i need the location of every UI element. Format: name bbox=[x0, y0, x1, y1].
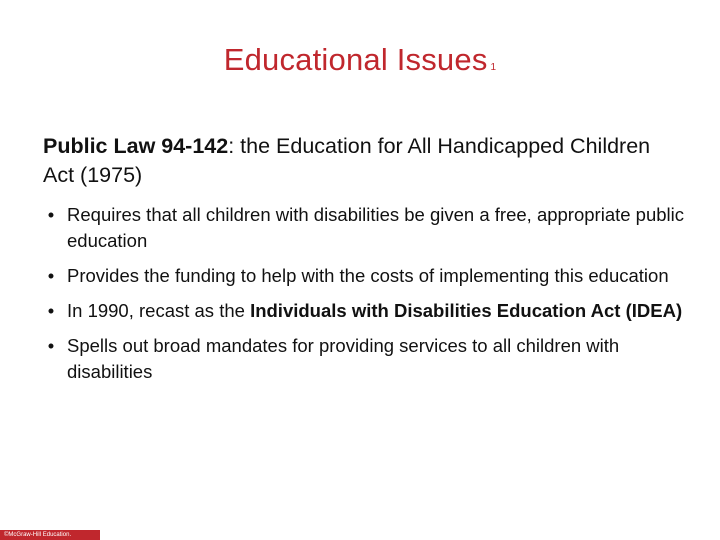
bullet-text: Provides the funding to help with the costs of implementing this education bbox=[67, 265, 669, 286]
copyright-footer: ©McGraw-Hill Education. bbox=[0, 530, 100, 540]
bullet-icon: • bbox=[47, 204, 55, 225]
bullet-text: In 1990, recast as the bbox=[67, 300, 251, 321]
bullet-icon: • bbox=[47, 335, 55, 356]
bullet-item-3 bbox=[43, 298, 693, 324]
bullet-icon: • bbox=[47, 300, 55, 321]
bullet-bold-text: Individuals with Disabilities Education Act (IDEA) bbox=[250, 300, 683, 321]
slide-title-text: Educational Issues bbox=[223, 42, 488, 77]
intro-law-name: Public Law 94-142 bbox=[43, 134, 229, 158]
bullet-text: Spells out broad mandates for providing services to all children with disabilities bbox=[67, 335, 620, 382]
slide-title-superscript: 1 bbox=[490, 62, 497, 73]
bullet-text: Requires that all children with disabilities be given a free, appropriate public education bbox=[67, 204, 685, 251]
bullet-icon: • bbox=[47, 265, 55, 286]
bullet-item-4 bbox=[43, 333, 693, 385]
bullet-item-1 bbox=[43, 202, 693, 254]
bullet-item-2 bbox=[43, 263, 693, 289]
intro-paragraph bbox=[43, 132, 683, 190]
slide-title bbox=[0, 42, 720, 78]
bullet-list bbox=[43, 202, 693, 394]
intro-law-description: : the Education for All Handicapped Children Act (1975) bbox=[43, 134, 651, 187]
